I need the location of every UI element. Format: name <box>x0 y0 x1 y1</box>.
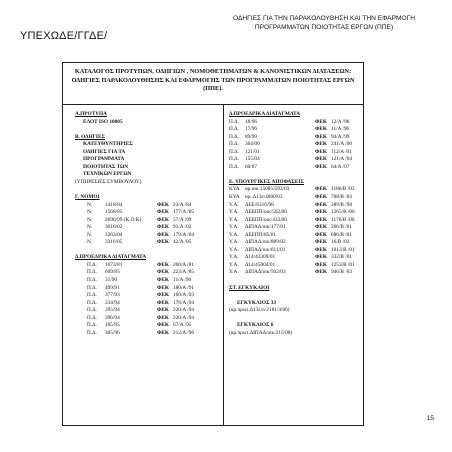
fek-label: ΦΕΚ <box>315 163 328 170</box>
fek-label: ΦΕΚ <box>157 314 170 321</box>
fek-ref: 177/Α /85 <box>173 209 195 216</box>
fek-ref: 11/Α /90 <box>173 277 192 284</box>
doc-type: Π.Δ. <box>87 261 97 268</box>
fek-label: ΦΕΚ <box>315 261 328 268</box>
fek-ref: 241/Α /00 <box>331 141 353 148</box>
fek-ref: 121/Α /04 <box>331 156 353 163</box>
doc-type: Π.Δ. <box>87 284 97 291</box>
section-heading: Γ. ΝΟΜΟΙ <box>75 194 100 201</box>
doc-number: 105/95 <box>105 322 120 329</box>
fek-label: ΦΕΚ <box>157 231 170 238</box>
doc-number: ΔΕΕ/6316/98 <box>245 201 274 208</box>
doc-type: Π.Δ. <box>87 322 97 329</box>
column-divider <box>223 105 224 425</box>
doc-number: 3316/05 <box>105 239 123 246</box>
table-row <box>229 209 363 217</box>
table-row <box>229 262 363 270</box>
fek-ref: 332/Β /01 <box>331 254 353 261</box>
doc-type: Π.Δ. <box>87 299 97 306</box>
doc-number: ΔΙΠΑΔ/οικ/611/01 <box>245 246 286 253</box>
doc-number: 396/94 <box>105 314 120 321</box>
fek-ref: 1265/Β /00 <box>331 209 355 216</box>
row-gap <box>229 292 363 300</box>
fek-label: ΦΕΚ <box>157 216 170 223</box>
doc-type: Υ.Α. <box>229 246 239 253</box>
fek-label: ΦΕΚ <box>157 284 170 291</box>
table-row <box>229 269 363 277</box>
doc-number: ΔΙΠΑΔ/οικ/502/03 <box>245 269 286 276</box>
table-row <box>75 315 220 323</box>
fek-ref: 64/Α /07 <box>331 163 350 170</box>
table-row <box>75 277 220 285</box>
doc-type: ΚΥΑ <box>229 186 240 193</box>
fek-label: ΦΕΚ <box>157 292 170 299</box>
table-row <box>229 194 363 202</box>
item-text: ΕΓΚΥΚΛΙΟΣ 6 <box>237 322 274 329</box>
fek-label: ΦΕΚ <box>315 269 328 276</box>
doc-type: Υ.Α. <box>229 216 239 223</box>
fek-ref: 91/Α /02 <box>173 224 192 231</box>
table-row <box>229 232 363 240</box>
table-row <box>75 330 220 338</box>
fek-label: ΦΕΚ <box>315 239 328 246</box>
table-row <box>229 119 363 127</box>
item-text: (αρ.πρωτ.ΔΙΠΑΔ/οικ/215/08) <box>229 329 293 336</box>
table-row <box>229 254 363 262</box>
fek-label: ΦΕΚ <box>315 133 328 140</box>
doc-number: ΔΕΕΠΠ/85/01 <box>245 231 277 238</box>
doc-number: 155/04 <box>245 156 260 163</box>
doc-type: Υ.Α. <box>229 254 239 261</box>
fek-label: ΦΕΚ <box>315 224 328 231</box>
fek-ref: 289/Β /98 <box>331 201 353 208</box>
item-text: (ΥΠΗΡΕΣΙΕΣ ΣΥΜΒΟΥΛΟΥ) <box>75 178 142 185</box>
row-gap <box>75 186 220 194</box>
table-row <box>75 232 220 240</box>
table-row <box>229 247 363 255</box>
doc-number: 60/07 <box>245 163 258 170</box>
table-row <box>229 164 363 172</box>
table-row <box>75 292 220 300</box>
table-row <box>75 209 220 217</box>
section-heading: Δ.ΠΡΟΕΔΡΙΚΑ ΔΙΑΤΑΓΜΑΤΑ <box>75 254 147 261</box>
table-row <box>229 202 363 210</box>
doc-number: 1568/85 <box>105 209 123 216</box>
item-text: (αρ.πρωτ.Δ13ε/ο/2181/4/06) <box>229 307 290 314</box>
doc-type: Υ.Α. <box>229 231 239 238</box>
fek-ref: 23/Α /84 <box>173 201 192 208</box>
section-heading: Α.ΠΡΟΤΥΠΑ <box>75 111 107 117</box>
table-row <box>75 285 220 293</box>
item-text: ΕΓΚΥΚΛΙΟΣ 33 <box>237 299 277 306</box>
table-row <box>229 141 363 149</box>
doc-type: Π.Δ. <box>229 118 239 125</box>
list-item <box>75 149 220 157</box>
doc-type: Υ.Α. <box>229 209 239 216</box>
fek-label: ΦΕΚ <box>315 209 328 216</box>
fek-ref: 1013/Β /01 <box>331 246 355 253</box>
right-column <box>229 111 363 337</box>
doc-type: Π.Δ. <box>229 156 239 163</box>
table-row <box>75 202 220 210</box>
fek-label: ΦΕΚ <box>315 156 328 163</box>
table-row <box>75 224 220 232</box>
table-row <box>75 217 220 225</box>
fek-ref: 112/Α /01 <box>331 148 352 155</box>
doc-type: Π.Δ. <box>229 141 239 148</box>
doc-number: 3263/04 <box>105 231 123 238</box>
doc-type: Π.Δ. <box>229 163 239 170</box>
fek-ref: 212/Α /96 <box>173 329 195 336</box>
doc-number: ΔΕΕΠΠ/οικ/502/00 <box>245 209 287 216</box>
doc-number: 304/00 <box>245 141 260 148</box>
item-text: ΕΛΟΤ ISO 10005 <box>83 118 123 125</box>
fek-ref: 160/Α /93 <box>173 292 195 299</box>
row-gap <box>75 247 220 255</box>
doc-type: Π.Δ. <box>87 292 97 299</box>
doc-number: 31/90 <box>105 277 118 284</box>
doc-type: Ν. <box>87 216 93 223</box>
title-line2: ΟΔΗΓΙΕΣ ΠΑΡΑΚΟΛΟΥΘΗΣΗΣ ΚΑΙ ΕΦΑΡΜΟΓΗΣ ΤΩΝ ΠΡΟΓΡΑΜΜΑΤΩΝ ΠΟΙΟΤΗΤΑΣ ΕΡΓΩΝ <box>71 76 355 84</box>
section-heading: Ε. ΥΠΟΥΡΓΙΚΕΣ ΑΠΟΦΑΣΕΙΣ <box>229 178 304 185</box>
doc-type: ΚΥΑ <box>229 194 240 201</box>
title-line3: (ΠΠΕ). <box>203 85 223 93</box>
doc-number: 3010/02 <box>105 224 123 231</box>
section-heading: ΣΤ. ΕΓΚΥΚΛΙΟΙ <box>229 284 270 291</box>
table-row <box>75 269 220 277</box>
doc-type: Π.Δ. <box>229 133 239 140</box>
doc-type: Ν. <box>87 239 93 246</box>
fek-ref: 12/Α /96 <box>331 118 350 125</box>
doc-number: 395/94 <box>105 307 120 314</box>
doc-number: 121/01 <box>245 148 260 155</box>
fek-ref: 220/Α /94 <box>173 314 195 321</box>
table-row <box>229 224 363 232</box>
item-text: ΚΑΤΕΥΘΥΝΤΗΡΙΕΣ <box>83 141 133 148</box>
fek-ref: 94/Α /99 <box>331 133 350 140</box>
doc-type: Υ.Α. <box>229 269 239 276</box>
doc-number: 305/96 <box>105 329 120 336</box>
fek-ref: 11/Α /96 <box>331 126 350 133</box>
header-right-line1: ΟΔΗΓΙΕΣ ΓΙΑ ΤΗΝ ΠΑΡΑΚΟΛΟΥΘΗΣΗ ΚΑΙ ΤΗΝ ΕΦΑΡΜΟΓΗ <box>233 15 415 22</box>
fek-ref: 266/Β /01 <box>331 224 353 231</box>
list-note <box>75 179 220 187</box>
doc-number: αρ. Δ13ε/4800/03 <box>245 194 283 201</box>
fek-ref: 1253/Β /01 <box>331 261 355 268</box>
fek-label: ΦΕΚ <box>157 201 170 208</box>
list-item <box>75 119 220 127</box>
table-row <box>75 307 220 315</box>
doc-type: Π.Δ. <box>87 314 97 321</box>
row-gap <box>229 171 363 179</box>
title-line1: ΚΑΤΑΛΟΓΟΣ ΠΡΟΤΥΠΩΝ, ΟΔΗΓΙΩΝ , ΝΟΜΟΘΕΤΗΜΑΤΩΝ & ΚΑΝΟΝΙΣΤΙΚΩΝ ΔΙΑΤΑΞΕΩΝ: <box>74 68 352 75</box>
table-row <box>229 186 363 194</box>
fek-ref: 179/Α /04 <box>173 231 195 238</box>
doc-type: Υ.Α. <box>229 239 239 246</box>
fek-label: ΦΕΚ <box>157 329 170 336</box>
fek-ref: 686/Β /01 <box>331 231 353 238</box>
doc-number: Δ14/45004/01 <box>245 261 276 268</box>
table-row <box>229 156 363 164</box>
header-right-line2: ΠΡΟΓΡΑΜΜΑΤΩΝ ΠΟΙΟΤΗΤΑΣ ΕΡΓΩΝ (ΠΠΕ) <box>254 24 394 31</box>
fek-ref: 57/Α /99 <box>173 216 192 223</box>
list-note <box>229 307 363 315</box>
doc-number: Δ14/43309/01 <box>245 254 276 261</box>
left-column <box>75 111 220 337</box>
doc-type: Ν. <box>87 201 93 208</box>
fek-label: ΦΕΚ <box>157 209 170 216</box>
fek-label: ΦΕΚ <box>315 231 328 238</box>
table-row <box>229 149 363 157</box>
header-right <box>214 14 434 32</box>
item-text: ΠΟΙΟΤΗΤΑΣ ΤΩΝ <box>83 163 129 170</box>
table-row <box>75 300 220 308</box>
fek-ref: 260/Α /81 <box>173 261 195 268</box>
fek-label: ΦΕΚ <box>315 148 328 155</box>
fek-label: ΦΕΚ <box>315 246 328 253</box>
doc-type: Π.Δ. <box>229 126 239 133</box>
table-row <box>75 262 220 270</box>
catalog-title <box>63 63 363 105</box>
table-row <box>229 239 363 247</box>
doc-type: Ν. <box>87 209 93 216</box>
doc-number: 499/91 <box>105 284 120 291</box>
fek-label: ΦΕΚ <box>157 277 170 284</box>
doc-type: Π.Δ. <box>229 148 239 155</box>
doc-number: ΔΙΠΑΔ/οικ/889/02 <box>245 239 286 246</box>
table-row <box>75 322 220 330</box>
fek-label: ΦΕΚ <box>315 186 328 193</box>
doc-type: Υ.Α. <box>229 261 239 268</box>
fek-label: ΦΕΚ <box>157 269 170 276</box>
doc-type: Π.Δ. <box>87 269 97 276</box>
doc-number: αρ.οικ.15085/593/03 <box>245 186 290 193</box>
fek-label: ΦΕΚ <box>315 118 328 125</box>
row-gap <box>75 126 220 134</box>
table-row <box>229 217 363 225</box>
list-note <box>229 330 363 338</box>
doc-number: 18/96 <box>245 118 258 125</box>
item-text: ΟΔΗΓΙΕΣ ΓΙΑ ΤΑ <box>83 148 126 155</box>
doc-type: Υ.Α. <box>229 201 239 208</box>
doc-type: Π.Δ. <box>87 329 97 336</box>
doc-number: 334/94 <box>105 299 120 306</box>
fek-ref: 42/Α /05 <box>173 239 192 246</box>
fek-ref: 180/Α /91 <box>173 284 195 291</box>
row-gap <box>229 315 363 323</box>
fek-ref: 220/Α /94 <box>173 307 195 314</box>
list-item <box>75 141 220 149</box>
table-row <box>229 126 363 134</box>
doc-type: Π.Δ. <box>87 307 97 314</box>
doc-number: 1418/84 <box>105 201 123 208</box>
list-item <box>75 156 220 164</box>
fek-ref: 176/Α /94 <box>173 299 195 306</box>
fek-label: ΦΕΚ <box>315 216 328 223</box>
fek-label: ΦΕΚ <box>315 141 328 148</box>
list-item <box>75 164 220 172</box>
header-left: ΥΠΕΧΩΔΕ/ΓΓΔΕ/ <box>20 30 108 42</box>
doc-type: Ν. <box>87 224 93 231</box>
fek-label: ΦΕΚ <box>157 299 170 306</box>
fek-ref: 67/Α /95 <box>173 322 192 329</box>
page-number: 15 <box>426 415 434 422</box>
table-row <box>75 239 220 247</box>
fek-label: ΦΕΚ <box>157 224 170 231</box>
doc-type: Π.Δ. <box>87 277 97 284</box>
fek-label: ΦΕΚ <box>157 239 170 246</box>
fek-label: ΦΕΚ <box>315 254 328 261</box>
row-gap <box>229 277 363 285</box>
fek-label: ΦΕΚ <box>157 261 170 268</box>
fek-label: ΦΕΚ <box>315 201 328 208</box>
fek-label: ΦΕΚ <box>315 126 328 133</box>
doc-number: 377/93 <box>105 292 120 299</box>
fek-label: ΦΕΚ <box>157 322 170 329</box>
catalog-box <box>62 62 364 426</box>
item-text: ΤΕΧΝΙΚΩΝ ΕΡΓΩΝ <box>83 171 132 178</box>
item-text: ΠΡΟΓΡΑΜΜΑΤΑ <box>83 156 125 163</box>
fek-ref: 1186/Β /03 <box>331 186 355 193</box>
fek-label: ΦΕΚ <box>157 307 170 314</box>
doc-number: ΔΕΕΠΠ/οικ/433/00 <box>245 216 287 223</box>
fek-ref: 223/Α /85 <box>173 269 195 276</box>
doc-number: 609/85 <box>105 269 120 276</box>
doc-number: 89/99 <box>245 133 258 140</box>
doc-number: 2696/99 (Κ.Ο.Κ) <box>105 216 142 223</box>
doc-type: Υ.Α. <box>229 224 239 231</box>
doc-type: Ν. <box>87 231 93 238</box>
list-item <box>229 322 363 330</box>
fek-ref: 1176/Β /00 <box>331 216 355 223</box>
doc-number: 17/96 <box>245 126 258 133</box>
fek-ref: 16/Β /02 <box>331 239 350 246</box>
doc-number: 1073/81 <box>105 261 123 268</box>
fek-ref: 708/Β /03 <box>331 194 353 201</box>
section-heading: Δ.ΠΡΟΕΔΡΙΚΑ ΔΙΑΤΑΓΜΑΤΑ <box>229 111 301 117</box>
doc-number: ΔΙΠΑΔ/οικ/177/01 <box>245 224 286 231</box>
fek-ref: 946/Β /03 <box>331 269 353 276</box>
list-item <box>75 171 220 179</box>
fek-label: ΦΕΚ <box>315 194 328 201</box>
section-heading: Β. ΟΔΗΓΙΕΣ <box>75 133 105 140</box>
table-row <box>229 134 363 142</box>
